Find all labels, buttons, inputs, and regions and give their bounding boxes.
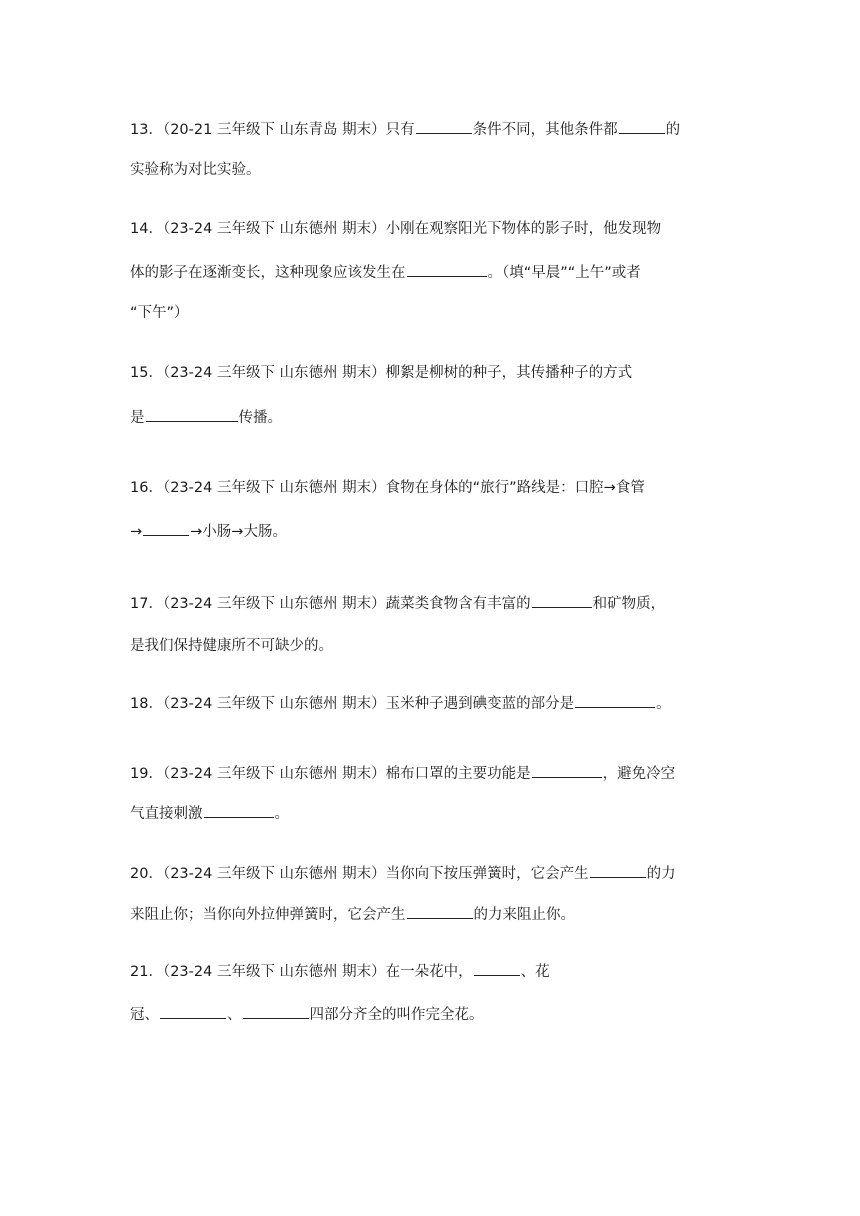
q18-text-b: 。 — [656, 696, 671, 712]
question-21-line-2 — [130, 1003, 484, 1024]
q18-text-a: 18．（23-24 三年级下 山东德州 期末）玉米种子遇到碘变蓝的部分是 — [130, 696, 575, 712]
question-13-line-2 — [130, 158, 261, 179]
q21-text-d: 、 — [227, 1007, 242, 1023]
q20-text-a: 20．（23-24 三年级下 山东德州 期末）当你向下按压弹簧时，它会产生 — [130, 866, 589, 882]
question-21-line-1 — [130, 960, 550, 981]
question-13-line-1 — [130, 118, 680, 139]
q14-text-d: “下午”） — [130, 305, 189, 321]
question-15-line-2 — [130, 406, 282, 427]
question-17-line-2 — [130, 634, 333, 655]
q13-text-b: 条件不同，其他条件都 — [472, 122, 618, 138]
q17-blank-1[interactable] — [532, 593, 592, 608]
q13-blank-1[interactable] — [416, 119, 472, 134]
q20-text-b: 的力 — [646, 866, 676, 882]
q14-text-b: 体的影子在逐渐变长，这种现象应该发生在 — [130, 265, 406, 281]
question-16-line-1 — [130, 476, 645, 497]
q15-text-a: 15．（23-24 三年级下 山东德州 期末）柳絮是柳树的种子，其传播种子的方式 — [130, 365, 633, 381]
question-14-line-2 — [130, 261, 641, 282]
q19-blank-1[interactable] — [532, 763, 602, 778]
q14-text-c: 。（填“早晨”“上午”或者 — [487, 265, 641, 281]
q13-text-d: 实验称为对比实验。 — [130, 162, 261, 178]
q21-text-e: 四部分齐全的叫作完全花。 — [309, 1007, 484, 1023]
q20-blank-1[interactable] — [590, 863, 646, 878]
q17-text-a: 17．（23-24 三年级下 山东德州 期末）蔬菜类食物含有丰富的 — [130, 596, 531, 612]
q16-blank-1[interactable] — [143, 521, 189, 536]
q13-text-a: 13．（20-21 三年级下 山东青岛 期末）只有 — [130, 122, 415, 138]
q14-blank-1[interactable] — [407, 262, 487, 277]
q16-text-a: 16．（23-24 三年级下 山东德州 期末）食物在身体的“旅行”路线是：口腔→食管 — [130, 480, 645, 496]
q21-text-a: 21．（23-24 三年级下 山东德州 期末）在一朵花中， — [130, 964, 473, 980]
question-16-line-2 — [130, 520, 287, 541]
q21-text-b: 、花 — [520, 964, 550, 980]
question-14-line-1 — [130, 217, 661, 238]
q19-text-d: 。 — [274, 806, 289, 822]
question-14-line-3 — [130, 301, 189, 322]
q21-text-c: 冠、 — [130, 1007, 159, 1023]
q20-text-c: 来阻止你；当你向外拉伸弹簧时，它会产生 — [130, 907, 406, 923]
q19-blank-2[interactable] — [204, 803, 274, 818]
q13-blank-2[interactable] — [619, 119, 665, 134]
question-17-line-1 — [130, 592, 665, 613]
q18-blank-1[interactable] — [575, 693, 655, 708]
q15-blank-1[interactable] — [146, 407, 238, 422]
q20-text-d: 的力来阻止你。 — [473, 907, 575, 923]
q15-text-c: 传播。 — [238, 410, 282, 426]
q16-text-c: →小肠→大肠。 — [190, 524, 287, 540]
q21-blank-2[interactable] — [160, 1004, 226, 1019]
q17-text-b: 和矿物质， — [592, 596, 666, 612]
q14-text-a: 14．（23-24 三年级下 山东德州 期末）小刚在观察阳光下物体的影子时，他发现物 — [130, 221, 662, 237]
q19-text-c: 气直接刺激 — [130, 806, 203, 822]
q19-text-a: 19．（23-24 三年级下 山东德州 期末）棉布口罩的主要功能是 — [130, 766, 531, 782]
q15-text-b: 是 — [130, 410, 145, 426]
question-20-line-1 — [130, 862, 676, 883]
question-20-line-2 — [130, 903, 575, 924]
q20-blank-2[interactable] — [407, 904, 473, 919]
q21-blank-1[interactable] — [474, 961, 520, 976]
question-15-line-1 — [130, 361, 632, 382]
q13-text-c: 的 — [665, 122, 681, 138]
q16-text-b: → — [130, 524, 143, 540]
question-18-line-1 — [130, 692, 671, 713]
q19-text-b: ，避免冷空 — [602, 766, 676, 782]
q17-text-c: 是我们保持健康所不可缺少的。 — [130, 638, 333, 654]
q21-blank-3[interactable] — [243, 1004, 309, 1019]
question-19-line-2 — [130, 802, 289, 823]
question-19-line-1 — [130, 762, 675, 783]
